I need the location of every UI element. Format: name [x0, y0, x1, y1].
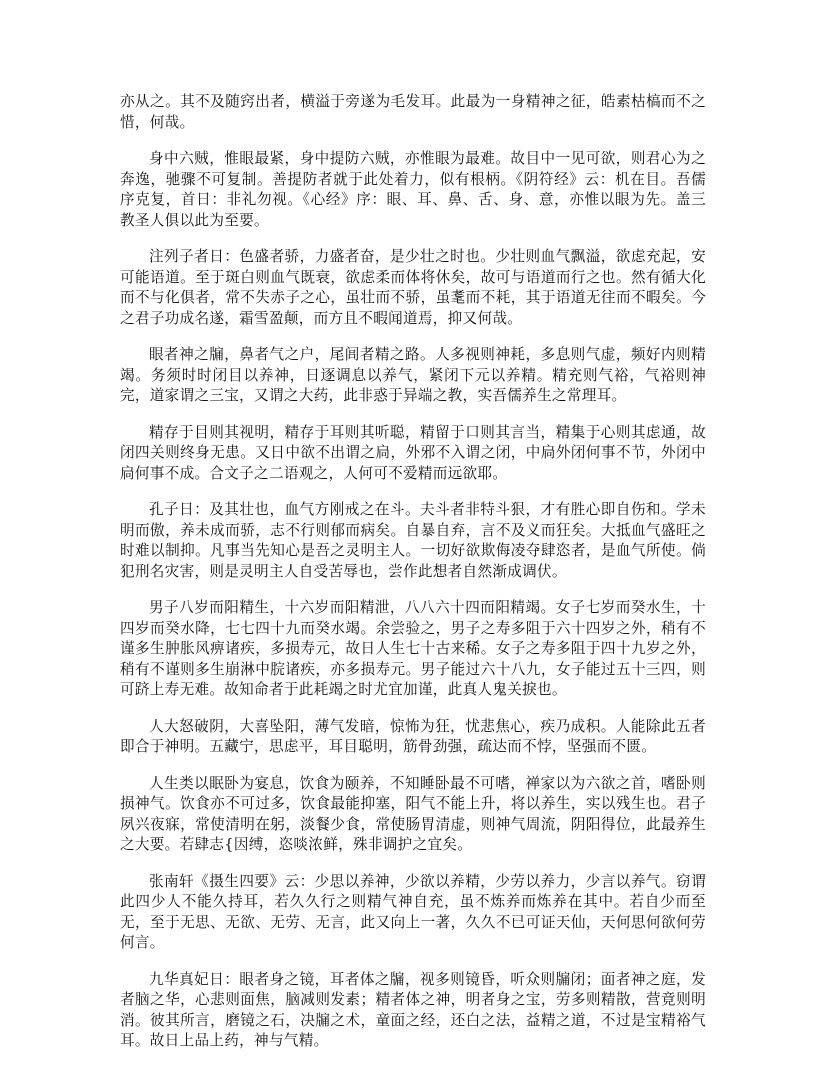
paragraph-11: 九华真妃日：眼者身之镜，耳者体之牖，视多则镜昏，听众则牖闭；面者神之庭，发者脑之华，心悲则面焦，脑减则发素；精者体之神，明者身之宝，劳多则精散，营竟则明消。彼其所言，磨镜之石，决牖之术，童面之经，还白之法，益精之道，不过是宝精裕气耳。故日上品上药，神与气精。 [120, 970, 706, 1049]
document-body [120, 92, 706, 1068]
paragraph-4: 眼者神之牖，鼻者气之户，尾闾者精之路。人多视则神耗，多息则气虚，频好内则精竭。务须时时闭目以养神，日逐调息以养气，紧闭下元以养精。精充则气裕，气裕则神完，道家谓之三宝，又谓之大药，此非惑于异端之教，实吾儒养生之常理耳。 [120, 346, 706, 404]
paragraph-3: 注列子者日：色盛者骄，力盛者奋，是少壮之时也。少壮则血气飘溢，欲虑充起，安可能语道。至于斑白则血气既衰，欲虑柔而体将休矣，故可与语道而行之也。然有循大化而不与化俱者，常不失赤子之心，虽壮而不骄，虽耄而不耗，其于语道无往而不暇矣。今之君子功成名遂，霜雪盈颠，而方且不暇闻道焉，抑又何哉。 [120, 248, 706, 327]
paragraph-2: 身中六贼，惟眼最紧，身中提防六贼，亦惟眼为最难。故目中一见可欲，则君心为之奔逸，驰骤不可复制。善提防者就于此处着力，似有根柄。《阴符经》云：机在目。吾儒序克复，首日：非礼勿视。《心经》序：眼、耳、鼻、舌、身、意，亦惟以眼为先。盖三教圣人俱以此为至要。 [120, 150, 706, 229]
paragraph-9: 人生类以眠卧为宴息，饮食为颐养，不知睡卧最不可嗜，禅家以为六欲之首，嗜卧则损神气。饮食亦不可过多，饮食最能抑塞，阳气不能上升，将以养生，实以残生也。君子夙兴夜寐，常使清明在躬，淡餐少食，常使肠胃清虚，则神气周流，阴阳得位，此最养生之大要。若肆志{因缚，恣啖浓鲜，殊非调护之宜矣。 [120, 774, 706, 853]
paragraph-8: 人大怒破阴，大喜坠阳，薄气发暗，惊怖为狂，忧悲焦心，疾乃成积。人能除此五者即合于神明。五藏宁，思虑平，耳目聪明，筋骨劲强，疏达而不悖，坚强而不匮。 [120, 717, 706, 755]
paragraph-1: 亦从之。其不及随窍出者，横溢于旁遂为毛发耳。此最为一身精神之征，皓素枯槁而不之惜，何哉。 [120, 93, 706, 131]
paragraph-10: 张南轩《摄生四要》云：少思以养神，少欲以养精，少劳以养力，少言以养气。窃谓此四少人不能久持耳，若久久行之则精气神自充，虽不炼养而炼养在其中。若自少而至无，至于无思、无欲、无劳、无言，此又向上一著，久久不已可证天仙，天何思何欲何劳何言。 [120, 872, 706, 951]
paragraph-6: 孔子日：及其壮也，血气方刚戒之在斗。夫斗者非特斗狠，才有胜心即自伤和。学未明而傲，养未成而骄，志不行则郁而病矣。自暴自弃，言不及义而狂矣。大抵血气盛旺之时难以制抑。凡事当先知心是吾之灵明主人。一切好欲欺侮凌夺肆恣者，是血气所使。倘犯刑名灾害，则是灵明主人自受苦辱也，尝作此想者自然渐成调伏。 [120, 501, 706, 580]
paragraph-7: 男子八岁而阳精生，十六岁而阳精泄，八八六十四而阳精竭。女子七岁而癸水生，十四岁而癸水降，七七四十九而癸水竭。余尝验之，男子之寿多阻于六十四岁之外，稍有不谨多生肿胀风痹诸疾，多损寿元，故日人生七十古来稀。女子之寿多阻于四十九岁之外，稍有不谨则多生崩淋中脘诸疾，亦多损寿元。男子能过六十八九，女子能过五十三四，则可跻上寿无难。故知命者于此耗竭之时尤宜加谨，此真人鬼关捩也。 [120, 599, 706, 698]
paragraph-5: 精存于目则其视明，精存于耳则其听聪，精留于口则其言当，精集于心则其虑通，故闭四关则终身无患。又日中欲不出谓之扃，外邪不入谓之闭，中扃外闭何事不节，外闭中扃何事不成。合文子之二语观之，人何可不爱精而远欲耶。 [120, 423, 706, 482]
